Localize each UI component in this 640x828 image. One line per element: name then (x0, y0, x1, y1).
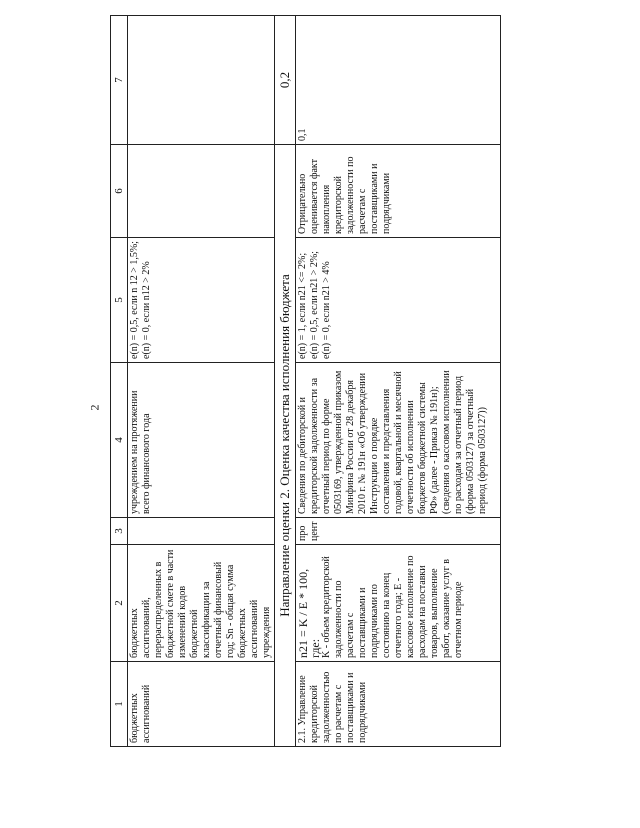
row1-comment (128, 145, 275, 238)
row1-weight (128, 16, 275, 145)
table-row (128, 16, 275, 747)
row2-indicator: 2.1. Управление кредиторской задолженностью по расчетам с поставщиками и подрядчиками (296, 662, 501, 747)
header-col-7: 7 (111, 16, 128, 145)
header-col-1: 1 (111, 662, 128, 747)
row2-weight: 0,1 (296, 16, 501, 145)
row2-formula: n21 = K / E * 100, где: (296, 568, 322, 658)
row2-unit: процент (296, 518, 501, 545)
header-col-3: 3 (111, 518, 128, 545)
section-row (275, 16, 296, 747)
row1-source: учреждением на протяжении всего финансового года (128, 363, 275, 518)
table-header-row (111, 16, 128, 747)
assessment-table (110, 15, 501, 747)
row2-score-rule: e(n) = 1, если n21 <= 2%; e(n) = 0,5, если n21 > 2%; e(n) = 0, если n21 > 4% (296, 238, 501, 363)
table-row (296, 16, 501, 747)
header-col-6: 6 (111, 145, 128, 238)
section-title: Направление оценки 2. Оценка качества исполнения бюджета (275, 145, 296, 747)
row2-source: Сведения по дебиторской и кредиторской задолженности за отчетный период по форме 0503169, утвержденной приказом Минфина России от 28 декабря 2010 г. № 191н «Об утверждении Инструкции о порядке составления и представления годовой, квартальной и месячной отчетности об исполнении бюджетов бюджетной системы РФ» (далее - Приказ № 191н); (сведения о кассовом исполнении по расходам за отчетный период (форма 0503127) за отчетный период (форма 0503127)) (296, 363, 501, 518)
header-col-5: 5 (111, 238, 128, 363)
page-number: 2 (87, 404, 102, 411)
header-col-2: 2 (111, 545, 128, 662)
row2-formula-cell (296, 545, 501, 662)
row2-comment: Отрицательно оценивается факт накопления кредиторской задолженности по расчетам с поставщиками и подрядчиками (296, 145, 501, 238)
row1-formula: бюджетных ассигнований, перераспределенных в бюджетной смете в части изменений кодов бюджетной классификации за отчетный финансовый год; Sn - общая сумма бюджетных ассигнований учреждения (128, 545, 275, 662)
rotated-table-container (110, 71, 550, 747)
row1-unit (128, 518, 275, 545)
section-weight: 0,2 (275, 16, 296, 145)
row1-score-rule: e(n) = 0,5, если n 12 > 1,5%; e(n) = 0, если n12 > 2% (128, 238, 275, 363)
header-col-4: 4 (111, 363, 128, 518)
row1-indicator: бюджетных ассигнований (128, 662, 275, 747)
row2-formula-description: K - объем кредиторской задолженности по расчетам с поставщиками и подрядчиками по состоянию на конец отчетного года; E - кассовое исполнение по расходам на поставки товаров, выполнение работ, оказание услуг в отчетном периоде (321, 555, 464, 658)
